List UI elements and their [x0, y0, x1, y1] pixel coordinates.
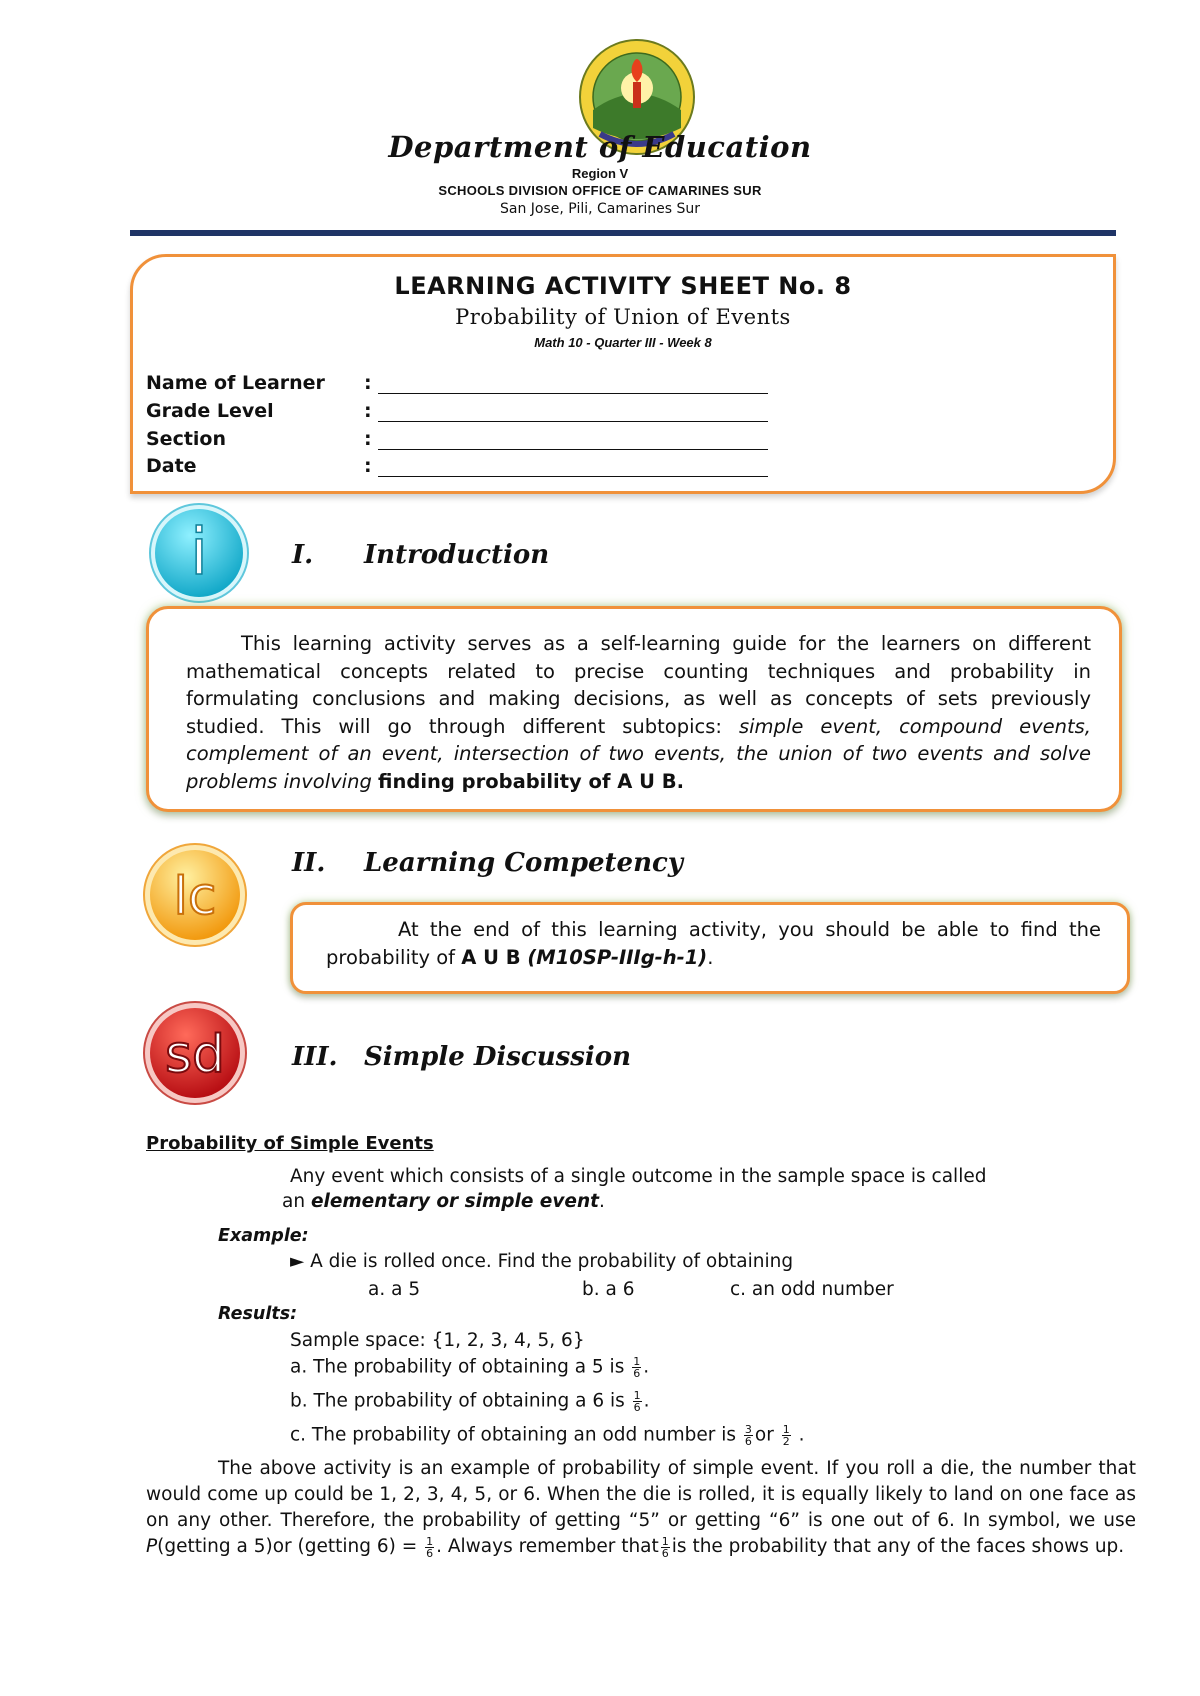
- name-label: Name of Learner: [146, 372, 325, 394]
- address-label: San Jose, Pili, Camarines Sur: [500, 201, 700, 217]
- section-2-number: II.: [292, 848, 326, 878]
- svg-text:i: i: [190, 516, 208, 590]
- definition-line-1: Any event which consists of a single outcome in the sample space is called: [290, 1166, 987, 1187]
- section-3-number: III.: [292, 1042, 338, 1072]
- results-label: Results:: [218, 1304, 298, 1324]
- section-1-number: I.: [292, 540, 314, 570]
- simple-events-heading: Probability of Simple Events: [146, 1133, 434, 1154]
- fraction-one-sixth: $\frac{1}{6}$: [633, 1355, 641, 1380]
- fraction-one-sixth: $\frac{1}{6}$: [633, 1389, 641, 1414]
- option-b: b. a 6: [582, 1279, 635, 1300]
- result-a: a. The probability of obtaining a 5 is $\frac{1}{6}$ .: [290, 1355, 650, 1380]
- section-label: Section: [146, 428, 227, 450]
- option-c: c. an odd number: [730, 1279, 894, 1300]
- definition-line-2: an elementary or simple event.: [282, 1191, 605, 1212]
- result-c: c. The probability of obtaining an odd number is $\frac{3}{6}$ or $\frac{1}{2}$ .: [290, 1423, 805, 1448]
- option-a: a. a 5: [368, 1279, 421, 1300]
- division-label: SCHOOLS DIVISION OFFICE OF CAMARINES SUR: [438, 183, 762, 198]
- section-3-title: Simple Discussion: [364, 1042, 632, 1072]
- intro-paragraph: This learning activity serves as a self-learning guide for the learners on different mathematical concepts related to precise counting techniques and probability in formulating conclusions and making decisions, as well as concepts of sets previously studied. This will go through different subtopics: simple event, compound events, complement of an event, intersection of two events, the union of two events and solve problems involving finding probability of A U B.: [186, 632, 1092, 793]
- section-1-title: Introduction: [364, 540, 550, 570]
- fraction-one-half: $\frac{1}{2}$: [782, 1423, 790, 1448]
- svg-text:sd: sd: [164, 1025, 226, 1085]
- grade-colon: :: [364, 400, 372, 422]
- topic-title: Probability of Union of Events: [455, 305, 791, 329]
- grade-input-line[interactable]: [378, 421, 768, 422]
- section-input-line[interactable]: [378, 449, 768, 450]
- section-2-title: Learning Competency: [364, 848, 683, 878]
- region-label: Region V: [571, 166, 629, 181]
- header-divider: [130, 230, 1116, 236]
- fraction-three-sixths: $\frac{3}{6}$: [744, 1423, 752, 1448]
- info-icon: [148, 502, 250, 604]
- fraction-one-sixth: $\frac{1}{6}$: [426, 1534, 434, 1560]
- competency-paragraph: At the end of this learning activity, you should be able to find the probability of A U B (M10SP-IIIg-h-1).: [326, 918, 1101, 969]
- date-label: Date: [146, 455, 197, 477]
- fraction-one-sixth: $\frac{1}{6}$: [661, 1534, 669, 1560]
- section-colon: :: [364, 428, 372, 450]
- name-input-line[interactable]: [378, 393, 768, 394]
- subject-label: Math 10 - Quarter III - Week 8: [534, 335, 712, 350]
- simple-discussion-icon: [142, 1000, 248, 1106]
- result-b: b. The probability of obtaining a 6 is $\frac{1}{6}$ .: [290, 1389, 650, 1414]
- date-colon: :: [364, 455, 372, 477]
- sample-space: Sample space: {1, 2, 3, 4, 5, 6}: [290, 1330, 585, 1351]
- name-colon: :: [364, 372, 372, 394]
- explanation-paragraph: The above activity is an example of probability of simple event. If you roll a die, the number that would come up could be 1, 2, 3, 4, 5, or 6. When the die is rolled, it is equally likely to land on one face as on any other. Therefore, the probability of getting “5” or getting “6” is one out of 6. In symbol, we use P(getting a 5)or (getting 6) = $\frac{1}{6}$ . Always remember that $\frac{1}{6}$ is the probability that any of the faces shows up.: [146, 1458, 1136, 1560]
- learning-competency-icon: [142, 842, 248, 948]
- grade-label: Grade Level: [146, 400, 274, 422]
- sheet-title: LEARNING ACTIVITY SHEET No. 8: [394, 272, 852, 300]
- svg-text:lc: lc: [173, 867, 217, 927]
- department-title: Department of Education: [388, 130, 812, 164]
- example-label: Example:: [218, 1226, 309, 1246]
- example-question: ► A die is rolled once. Find the probability of obtaining: [290, 1251, 794, 1272]
- date-input-line[interactable]: [378, 476, 768, 477]
